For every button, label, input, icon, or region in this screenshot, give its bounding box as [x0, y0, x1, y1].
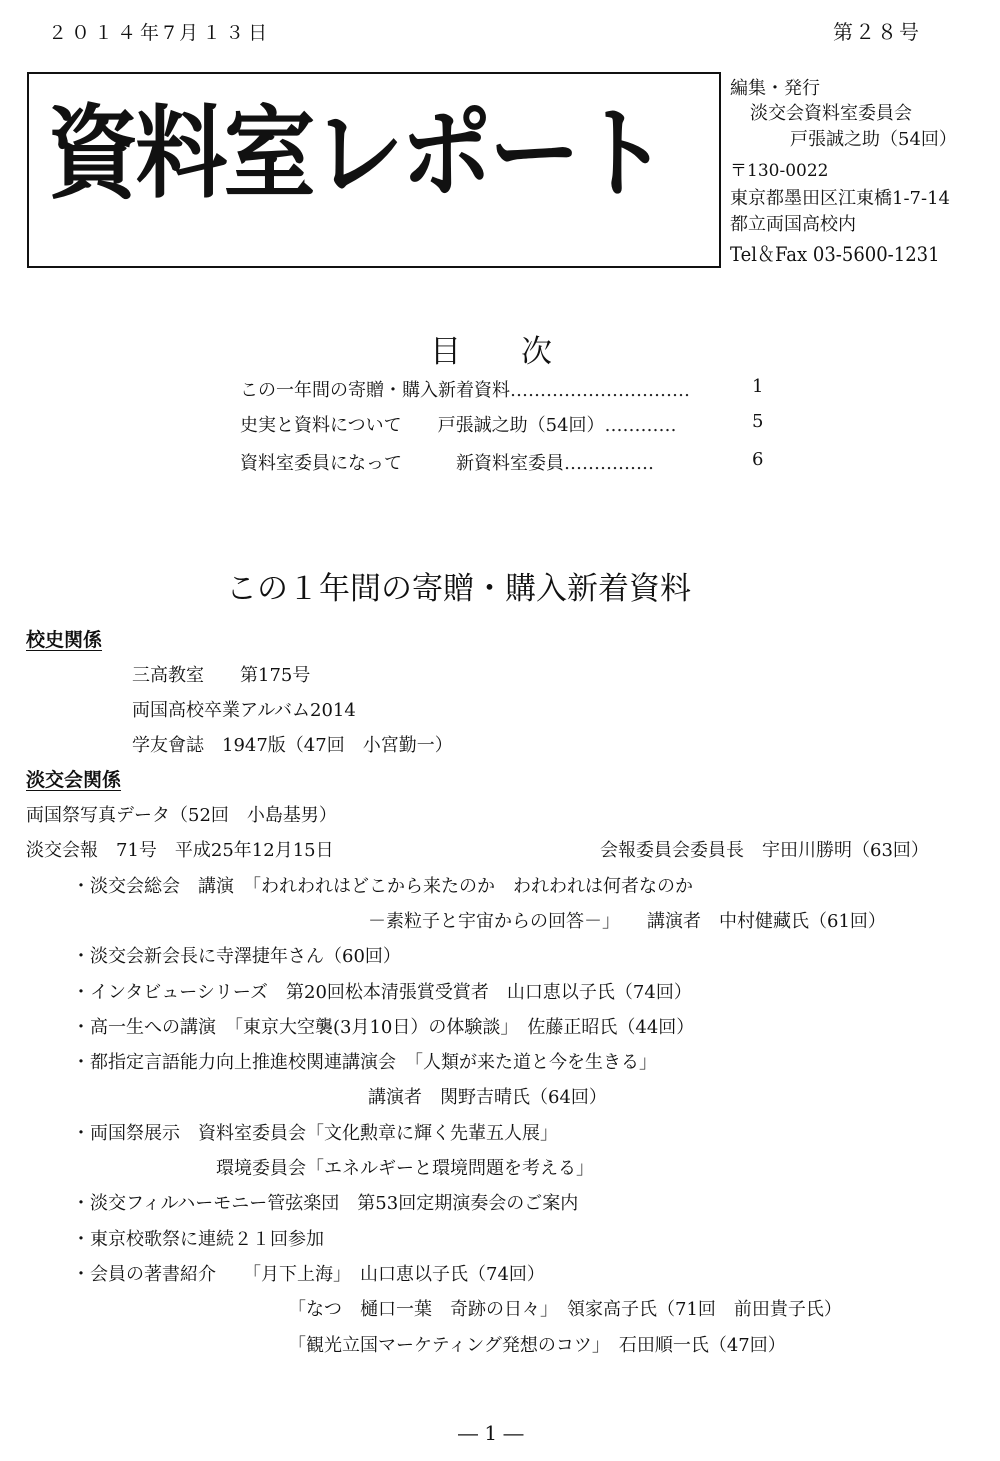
- toc-leader-dots: …………: [604, 415, 677, 436]
- issue-number: 第２８号: [833, 20, 921, 44]
- list-item: ・都指定言語能力向上推進校関連講演会 「人類が来た道と今を生きる」: [72, 1052, 657, 1073]
- list-item: 会報委員会委員長 宇田川勝明（63回）: [600, 840, 929, 861]
- section-heading: この１年間の寄贈・購入新着資料: [226, 571, 691, 607]
- toc-heading: 目次: [430, 334, 612, 370]
- list-item: 両国高校卒業アルバム2014: [132, 700, 356, 721]
- publisher-tel: Tel＆Fax 03-5600-1231: [730, 242, 940, 266]
- list-item: ・両国祭展示 資料室委員会「文化勲章に輝く先輩五人展」: [72, 1123, 558, 1144]
- list-item: ・東京校歌祭に連続２１回参加: [72, 1229, 324, 1250]
- toc-entry-text: この一年間の寄贈・購入新着資料: [240, 380, 510, 401]
- toc-entry-page: 6: [752, 449, 764, 470]
- toc-entry-text: 史実と資料について 戸張誠之助（54回）: [240, 415, 605, 436]
- publisher-role: 編集・発行: [730, 78, 820, 99]
- publisher-editor: 戸張誠之助（54回）: [790, 129, 957, 150]
- list-item: ・淡交フィルハーモニー管弦楽団 第53回定期演奏会のご案内: [72, 1193, 579, 1214]
- toc-entry: [240, 411, 677, 437]
- toc-entry-text: 資料室委員になって 新資料室委員: [240, 453, 564, 474]
- issue-date: ２０１４年7月１３日: [48, 22, 272, 44]
- toc-entry-page: 1: [752, 376, 764, 397]
- list-item: ・会員の著書紹介 「月下上海」 山口恵以子氏（74回）: [72, 1264, 545, 1285]
- toc-leader-dots: ……………: [564, 453, 654, 474]
- title-box: [27, 72, 721, 268]
- list-item: 「観光立国マーケティング発想のコツ」 石田順一氏（47回）: [288, 1335, 786, 1356]
- section-title-school-history: 校史関係: [26, 629, 103, 651]
- publisher-org: 淡交会資料室委員会: [750, 103, 912, 124]
- list-item: ・淡交会新会長に寺澤捷年さん（60回）: [72, 946, 401, 967]
- list-item: 学友會誌 1947版（47回 小宮勤一）: [132, 735, 453, 756]
- page-number: ― 1 ―: [458, 1421, 524, 1445]
- list-item: ・インタビューシリーズ 第20回松本清張賞受賞者 山口恵以子氏（74回）: [72, 982, 692, 1003]
- publisher-postal: 〒130-0022: [730, 161, 829, 181]
- toc-entry: [240, 449, 654, 475]
- list-item: 講演者 関野吉晴氏（64回）: [368, 1087, 607, 1108]
- toc-entry: [240, 376, 690, 402]
- toc-entry-page: 5: [752, 411, 764, 432]
- publisher-address: 東京都墨田区江東橋1-7-14: [730, 188, 950, 209]
- list-item: ・高一生への講演 「東京大空襲(3月10日）の体験談」 佐藤正昭氏（44回）: [72, 1017, 695, 1038]
- newsletter-title: 資料室レポート: [47, 95, 666, 212]
- section-title-tankokai: 淡交会関係: [26, 769, 122, 791]
- toc-leader-dots: …………………………: [510, 380, 690, 401]
- list-item: ・淡交会総会 講演 「われわれはどこから来たのか われわれは何者なのか: [72, 876, 693, 897]
- list-item: 環境委員会「エネルギーと環境問題を考える」: [216, 1158, 594, 1179]
- list-item: 両国祭写真データ（52回 小島基男）: [26, 805, 337, 826]
- list-item: 「なつ 樋口一葉 奇跡の日々」 領家高子氏（71回 前田貴子氏）: [288, 1299, 842, 1320]
- list-item: 三高教室 第175号: [132, 665, 311, 686]
- list-item: 淡交会報 71号 平成25年12月15日: [26, 840, 334, 861]
- list-item: －素粒子と宇宙からの回答－」 講演者 中村健藏氏（61回）: [368, 911, 886, 932]
- publisher-school: 都立両国高校内: [730, 214, 856, 235]
